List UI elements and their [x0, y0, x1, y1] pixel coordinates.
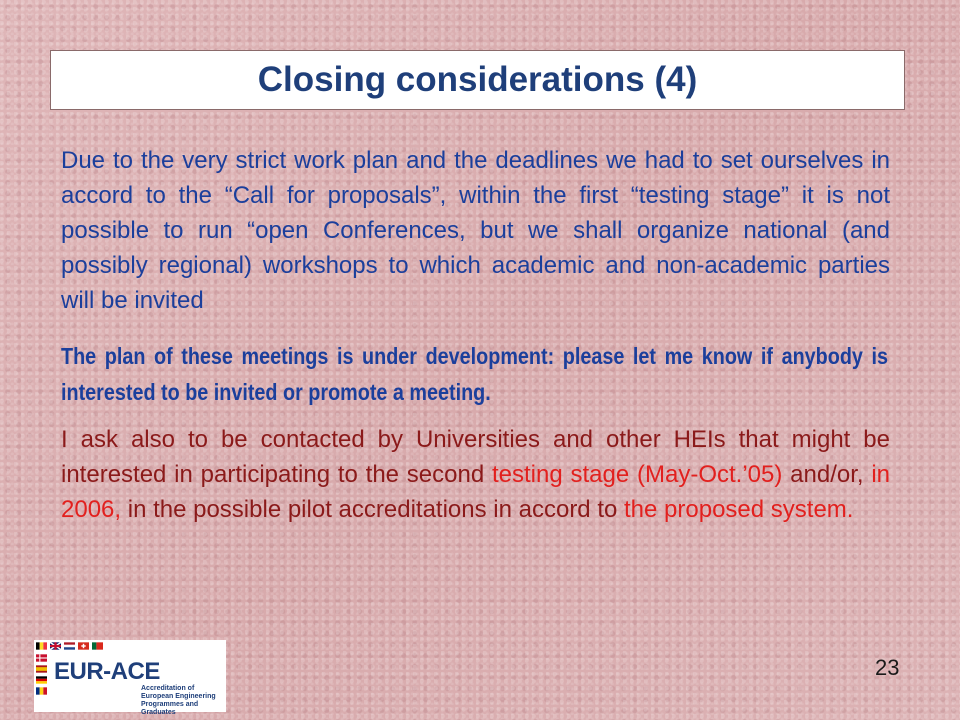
- paragraph-3-highlight-2: in 2006,: [61, 461, 891, 523]
- paragraph-3: [61, 422, 890, 527]
- germany-flag-icon: [36, 676, 47, 684]
- paragraph-3-part-2: and/or,: [782, 461, 872, 488]
- slide-content: [61, 143, 890, 527]
- spain-flag-icon: [36, 665, 47, 673]
- logo-subtitle: Accreditation of European Engineering Programmes and Graduates: [141, 685, 216, 716]
- flags-row: [36, 642, 103, 650]
- paragraph-2: The plan of these meetings is under development: please let me know if anybody is interested to be invited or promote a meeting.: [61, 343, 888, 405]
- logo-text-right: ACE: [110, 658, 160, 685]
- romania-flag-icon: [36, 687, 47, 695]
- slide-title: Closing considerations (4): [257, 60, 698, 99]
- page-number: 23: [875, 655, 900, 680]
- title-box: [50, 50, 905, 110]
- paragraph-1: Due to the very strict work plan and the deadlines we had to set ourselves in accord to the “Call for proposals”, within the first “testing stage” it is not possible to run “open Conferences, but we shall organize national (and possibly regional) workshops to which academic and non-academic parties will be invited: [61, 147, 890, 314]
- portugal-flag-icon: [92, 642, 103, 650]
- paragraph-3-part-1: I ask also to be contacted by Universities and other HEIs that might be interested in participating to the second: [61, 426, 890, 488]
- logo-text-left: EUR: [54, 658, 104, 685]
- denmark-flag-icon: [36, 654, 47, 662]
- flags-column: [36, 654, 47, 695]
- paragraph-3-highlight-1: testing stage (May-Oct.’05): [492, 461, 783, 488]
- eur-ace-logo: [34, 640, 226, 716]
- switzerland-flag-icon: [78, 642, 89, 650]
- paragraph-3-highlight-3: the proposed system.: [624, 496, 854, 523]
- uk-flag-icon: [50, 642, 61, 650]
- paragraph-3-part-3: in the possible pilot accreditations in accord to: [121, 496, 625, 523]
- netherlands-flag-icon: [64, 642, 75, 650]
- belgium-flag-icon: [36, 642, 47, 650]
- logo-wordmark: EUR-ACE: [54, 658, 160, 685]
